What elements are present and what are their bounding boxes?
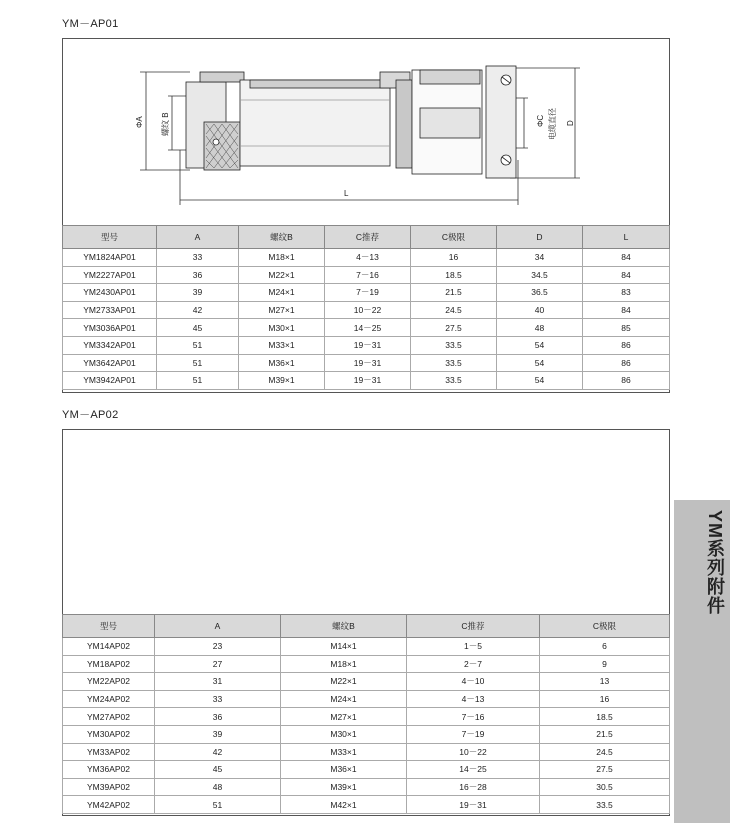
table-cell: 42 xyxy=(157,301,239,319)
table-row xyxy=(63,761,670,779)
table-cell: M24×1 xyxy=(281,690,407,708)
table-cell: M42×1 xyxy=(281,796,407,814)
table-cell: 31 xyxy=(155,673,281,691)
column-header: C极限 xyxy=(411,226,497,249)
table-row xyxy=(63,266,670,284)
table-cell: YM1824AP01 xyxy=(63,249,157,267)
table-cell: YM42AP02 xyxy=(63,796,155,814)
table-cell: 4－10 xyxy=(407,673,540,691)
column-header: 型号 xyxy=(63,615,155,638)
table-cell: 7－19 xyxy=(325,284,411,302)
column-header: C极限 xyxy=(540,615,670,638)
table-ap01 xyxy=(62,225,670,390)
table-row xyxy=(63,778,670,796)
table-cell: YM18AP02 xyxy=(63,655,155,673)
table-cell: 33.5 xyxy=(411,336,497,354)
table-cell: YM39AP02 xyxy=(63,778,155,796)
table-row xyxy=(63,673,670,691)
table-cell: 16 xyxy=(411,249,497,267)
table-cell: 2－7 xyxy=(407,655,540,673)
table-cell: 51 xyxy=(157,354,239,372)
table-ap02 xyxy=(62,614,670,814)
table-cell: 54 xyxy=(497,372,583,390)
label-l-ap01: L xyxy=(344,189,349,198)
table-cell: 48 xyxy=(497,319,583,337)
table-cell: 7－16 xyxy=(325,266,411,284)
table-cell: YM27AP02 xyxy=(63,708,155,726)
table-cell: 19－31 xyxy=(407,796,540,814)
table-row xyxy=(63,690,670,708)
table-cell: 16 xyxy=(540,690,670,708)
table-cell: 27 xyxy=(155,655,281,673)
table-cell: 18.5 xyxy=(411,266,497,284)
table-cell: YM22AP02 xyxy=(63,673,155,691)
table-row xyxy=(63,372,670,390)
table-cell: YM3942AP01 xyxy=(63,372,157,390)
table-cell: 4－13 xyxy=(325,249,411,267)
column-header: C推荐 xyxy=(407,615,540,638)
table-cell: YM3036AP01 xyxy=(63,319,157,337)
table-cell: M39×1 xyxy=(281,778,407,796)
table-cell: 14－25 xyxy=(407,761,540,779)
table-cell: 83 xyxy=(583,284,670,302)
table-cell: M22×1 xyxy=(239,266,325,284)
label-d-ap01: D xyxy=(566,120,575,126)
table-row xyxy=(63,796,670,814)
label-phi-a-ap01: ΦA xyxy=(135,116,144,128)
table-cell: 19－31 xyxy=(325,336,411,354)
table-cell: YM2430AP01 xyxy=(63,284,157,302)
table-cell: M14×1 xyxy=(281,638,407,656)
table-cell: 45 xyxy=(155,761,281,779)
table-row xyxy=(63,708,670,726)
section-title-ap02: YM－AP02 xyxy=(62,409,119,421)
column-header: 螺纹B xyxy=(239,226,325,249)
table-cell: 39 xyxy=(155,725,281,743)
table-cell: 86 xyxy=(583,372,670,390)
table-cell: 1－5 xyxy=(407,638,540,656)
table-cell: 27.5 xyxy=(540,761,670,779)
table-row xyxy=(63,336,670,354)
table-cell: M30×1 xyxy=(239,319,325,337)
table-cell: YM30AP02 xyxy=(63,725,155,743)
table-cell: 27.5 xyxy=(411,319,497,337)
table-row xyxy=(63,655,670,673)
table-row xyxy=(63,743,670,761)
table-cell: 51 xyxy=(157,372,239,390)
table-cell: 86 xyxy=(583,354,670,372)
table-cell: 23 xyxy=(155,638,281,656)
table-cell: YM14AP02 xyxy=(63,638,155,656)
table-cell: M36×1 xyxy=(239,354,325,372)
table-cell: YM3642AP01 xyxy=(63,354,157,372)
table-cell: 16－28 xyxy=(407,778,540,796)
column-header: A xyxy=(157,226,239,249)
table-cell: 24.5 xyxy=(540,743,670,761)
table-cell: YM3342AP01 xyxy=(63,336,157,354)
table-cell: M33×1 xyxy=(281,743,407,761)
column-header: 型号 xyxy=(63,226,157,249)
table-cell: M36×1 xyxy=(281,761,407,779)
column-header: 螺纹B xyxy=(281,615,407,638)
table-cell: 6 xyxy=(540,638,670,656)
table-cell: M22×1 xyxy=(281,673,407,691)
table-cell: 18.5 xyxy=(540,708,670,726)
label-thread-b-ap01: 螺纹 B xyxy=(161,112,170,136)
table-cell: 33.5 xyxy=(411,354,497,372)
table-cell: 45 xyxy=(157,319,239,337)
table-row xyxy=(63,249,670,267)
side-tab-label: YM系列附件 xyxy=(705,510,725,615)
table-cell: M30×1 xyxy=(281,725,407,743)
table-cell: 19－31 xyxy=(325,372,411,390)
table-row xyxy=(63,725,670,743)
column-header: L xyxy=(583,226,670,249)
column-header: C推荐 xyxy=(325,226,411,249)
label-cable-dia-ap01: 电缆直径 xyxy=(548,108,557,140)
table-cell: 51 xyxy=(157,336,239,354)
table-cell: 10－22 xyxy=(407,743,540,761)
table-cell: YM2227AP01 xyxy=(63,266,157,284)
table-cell: YM24AP02 xyxy=(63,690,155,708)
table-cell: M33×1 xyxy=(239,336,325,354)
table-cell: 21.5 xyxy=(540,725,670,743)
column-header: D xyxy=(497,226,583,249)
table-cell: 36.5 xyxy=(497,284,583,302)
table-cell: 33 xyxy=(155,690,281,708)
table-cell: M18×1 xyxy=(281,655,407,673)
table-cell: YM2733AP01 xyxy=(63,301,157,319)
table-cell: M39×1 xyxy=(239,372,325,390)
section-title-ap01: YM－AP01 xyxy=(62,18,119,30)
table-cell: 10－22 xyxy=(325,301,411,319)
table-row xyxy=(63,284,670,302)
table-cell: M27×1 xyxy=(281,708,407,726)
table-cell: M24×1 xyxy=(239,284,325,302)
table-cell: 34 xyxy=(497,249,583,267)
table-cell: 84 xyxy=(583,249,670,267)
table-cell: 33 xyxy=(157,249,239,267)
table-cell: 34.5 xyxy=(497,266,583,284)
column-header: A xyxy=(155,615,281,638)
table-cell: 33.5 xyxy=(411,372,497,390)
table-cell: 39 xyxy=(157,284,239,302)
table-cell: 7－19 xyxy=(407,725,540,743)
table-cell: 21.5 xyxy=(411,284,497,302)
table-row xyxy=(63,301,670,319)
table-cell: 19－31 xyxy=(325,354,411,372)
label-phi-c-ap01: ΦC xyxy=(536,114,545,127)
table-cell: YM36AP02 xyxy=(63,761,155,779)
table-cell: 36 xyxy=(157,266,239,284)
table-row xyxy=(63,319,670,337)
table-cell: YM33AP02 xyxy=(63,743,155,761)
table-cell: 84 xyxy=(583,301,670,319)
table-cell: 9 xyxy=(540,655,670,673)
table-cell: 33.5 xyxy=(540,796,670,814)
table-cell: 40 xyxy=(497,301,583,319)
table-cell: M18×1 xyxy=(239,249,325,267)
table-cell: 7－16 xyxy=(407,708,540,726)
table-cell: 14－25 xyxy=(325,319,411,337)
table-cell: 13 xyxy=(540,673,670,691)
table-cell: M27×1 xyxy=(239,301,325,319)
table-cell: 84 xyxy=(583,266,670,284)
table-cell: 36 xyxy=(155,708,281,726)
table-cell: 4－13 xyxy=(407,690,540,708)
table-cell: 51 xyxy=(155,796,281,814)
table-row xyxy=(63,354,670,372)
table-cell: 85 xyxy=(583,319,670,337)
table-cell: 54 xyxy=(497,336,583,354)
table-cell: 54 xyxy=(497,354,583,372)
table-cell: 24.5 xyxy=(411,301,497,319)
table-row xyxy=(63,638,670,656)
table-cell: 30.5 xyxy=(540,778,670,796)
table-cell: 86 xyxy=(583,336,670,354)
table-cell: 42 xyxy=(155,743,281,761)
table-cell: 48 xyxy=(155,778,281,796)
